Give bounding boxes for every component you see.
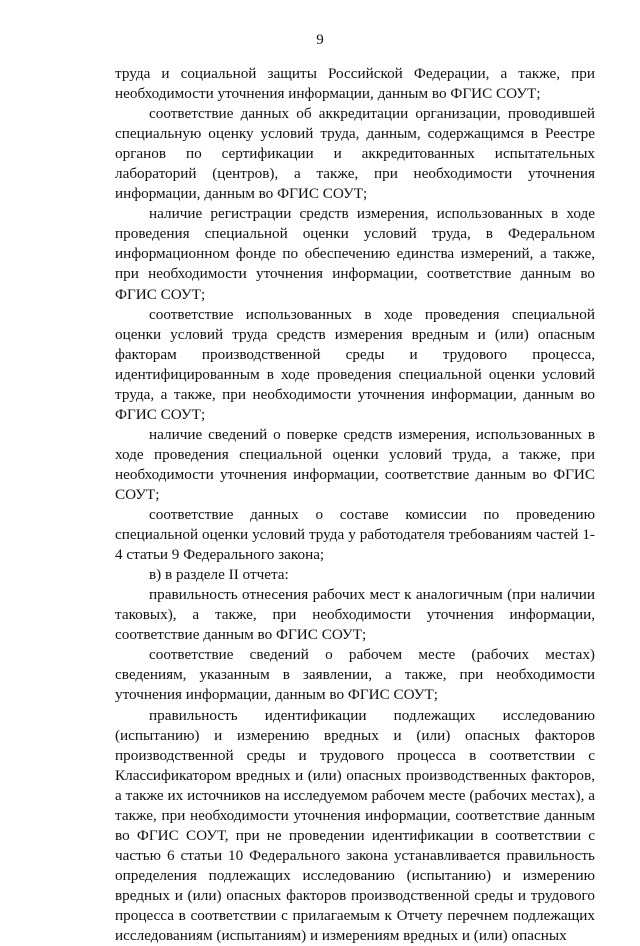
paragraph-identification: правильность идентификации подлежащих исследованию (испытанию) и измерению вредных и (или) опасных факторов производственной среды и трудового процесса в соответствии с Классификатором вредных и (или) опасных производственных факторов, а также их источников на исследуемом рабочем месте (рабочих местах), а также, при необходимости уточнения информации, соответствие данным во ФГИС СОУТ, при не проведении идентификации в соответствии с частью 6 статьи 10 Федерального закона устанавливается правильность определения подлежащих исследованию (испытанию) и измерению вредных и (или) опасных факторов производственной среды и трудового процесса в соответствии с прилагаемым к Отчету перечнем подлежащих исследованиям (испытаниям) и измерениям вредных и (или) опасных	[115, 706, 595, 946]
page-number: 9	[0, 30, 640, 50]
paragraph-workplace-info: соответствие сведений о рабочем месте (рабочих местах) сведениям, указанным в заявлении, а также, при необходимости уточнения информации, данным во ФГИС СОУТ;	[115, 645, 595, 705]
paragraph-section-ii-heading: в) в разделе II отчета:	[115, 565, 595, 585]
paragraph-continuation: труда и социальной защиты Российской Федерации, а также, при необходимости уточнения информации, данным во ФГИС СОУТ;	[115, 64, 595, 104]
paragraph-accreditation: соответствие данных об аккредитации организации, проводившей специальную оценку условий труда, данным, содержащимся в Реестре органов по сертификации и аккредитованных испытательных лабораторий (центров), а также, при необходимости уточнения информации, данным во ФГИС СОУТ;	[115, 104, 595, 204]
paragraph-verification: наличие сведений о поверке средств измерения, использованных в ходе проведения специальной оценки условий труда, а также, при необходимости уточнения информации, соответствие данным во ФГИС СОУТ;	[115, 425, 595, 505]
paragraph-commission: соответствие данных о составе комиссии по проведению специальной оценки условий труда у работодателя требованиям частей 1-4 статьи 9 Федерального закона;	[115, 505, 595, 565]
document-body	[115, 64, 595, 946]
paragraph-measurement-conformity: соответствие использованных в ходе проведения специальной оценки условий труда средств измерения вредным и (или) опасным факторам производственной среды и трудового процесса, идентифицированным в ходе проведения специальной оценки условий труда, а также, при необходимости уточнения информации, данным во ФГИС СОУТ;	[115, 305, 595, 425]
paragraph-measurement-registration: наличие регистрации средств измерения, использованных в ходе проведения специальной оценки условий труда, в Федеральном информационном фонде по обеспечению единства измерений, а также, при необходимости уточнения информации, соответствие данным во ФГИС СОУТ;	[115, 204, 595, 304]
paragraph-analogous-workplaces: правильность отнесения рабочих мест к аналогичным (при наличии таковых), а также, при необходимости уточнения информации, соответствие данным во ФГИС СОУТ;	[115, 585, 595, 645]
